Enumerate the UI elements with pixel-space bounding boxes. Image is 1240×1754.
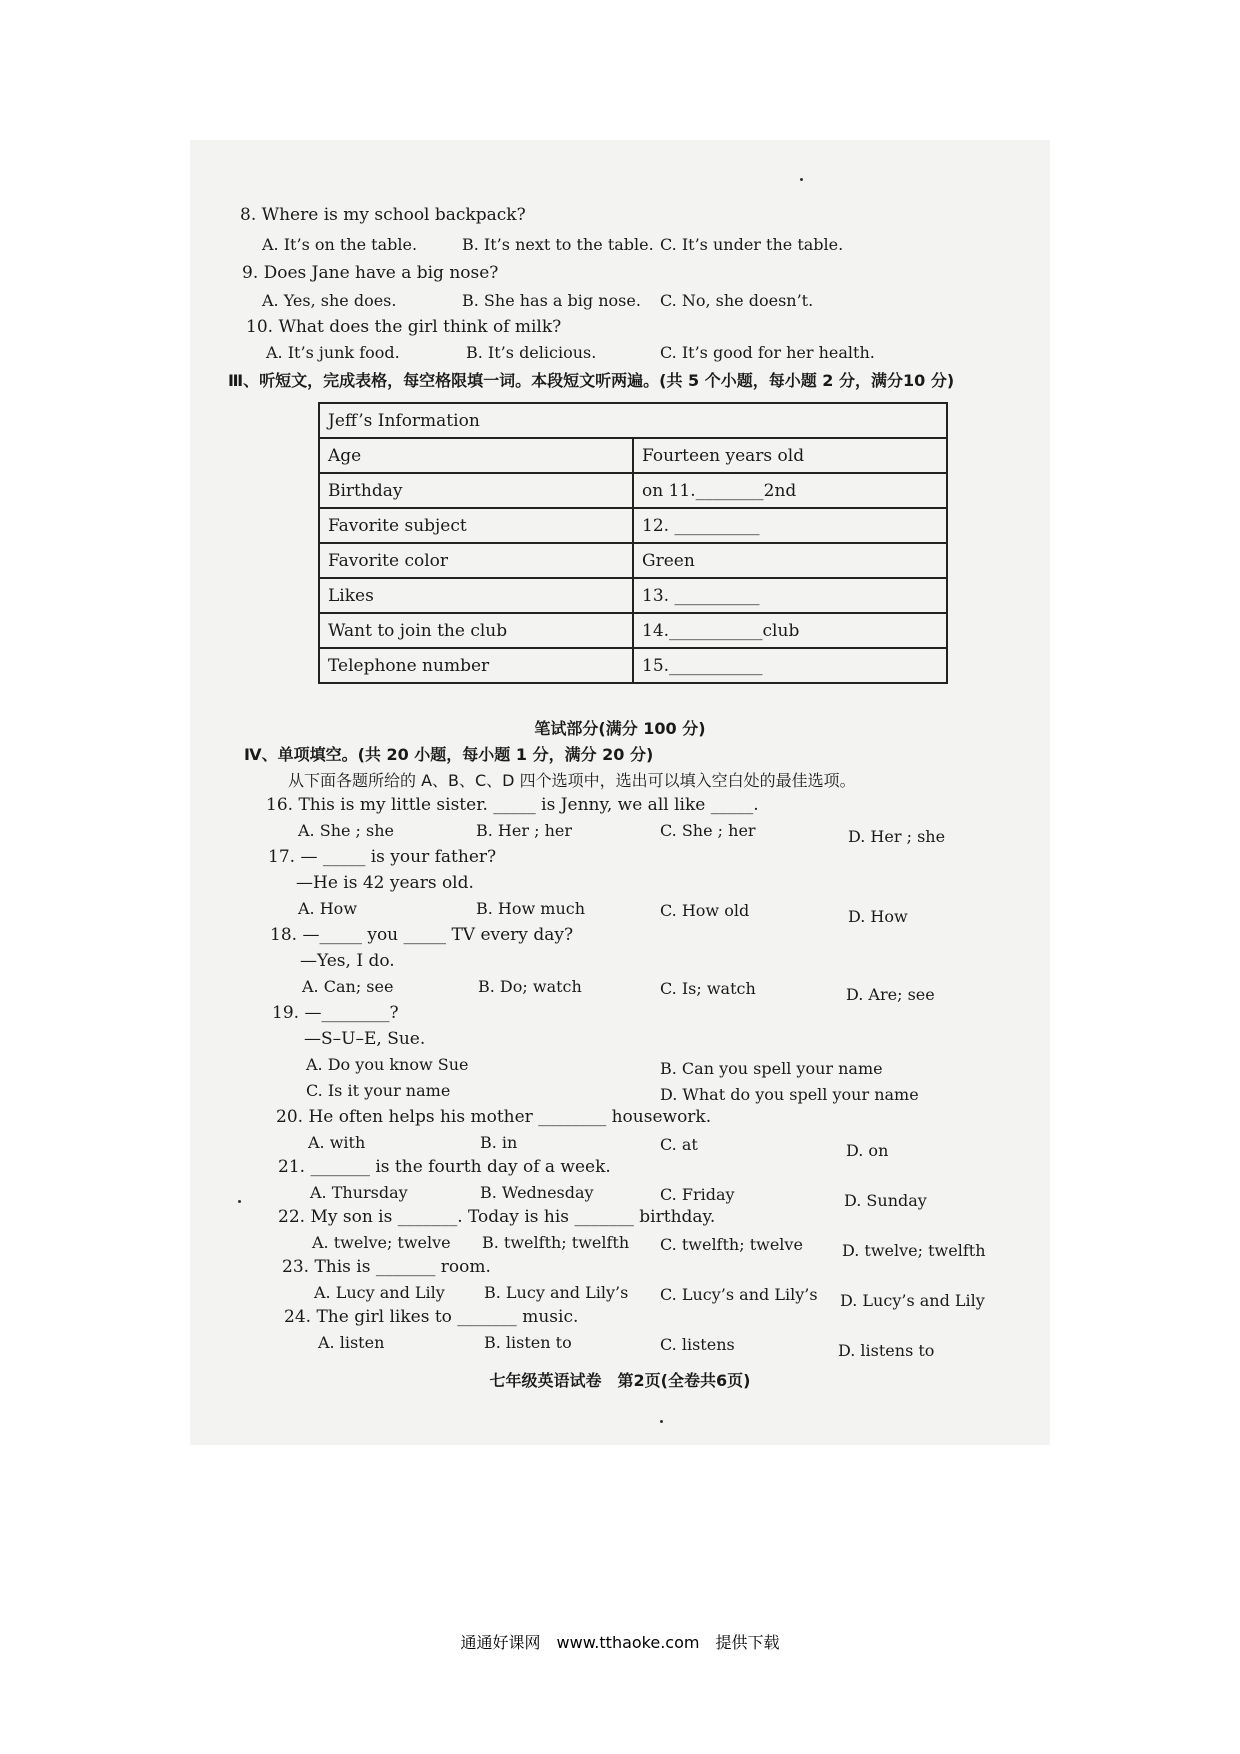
q19-option-d: D. What do you spell your name [660, 1085, 919, 1104]
question-20: 20. He often helps his mother ________ housework. [276, 1107, 712, 1127]
question-21: 21. _______ is the fourth day of a week. [278, 1157, 611, 1177]
q19-option-c: C. Is it your name [306, 1081, 451, 1100]
q24-option-a: A. listen [318, 1333, 385, 1352]
table-row: Birthday on 11.________2nd [319, 473, 947, 508]
site-footer: 通通好课网 www.tthaoke.com 提供下载 [460, 1633, 780, 1652]
q19-option-a: A. Do you know Sue [306, 1055, 469, 1074]
question-17: 17. — _____ is your father? [268, 847, 497, 867]
q8-option-b: B. It’s next to the table. [462, 235, 654, 254]
q21-option-a: A. Thursday [310, 1183, 408, 1202]
q22-option-a: A. twelve; twelve [312, 1233, 451, 1252]
q18-option-c: C. Is; watch [660, 979, 756, 998]
question-18: 18. —_____ you _____ TV every day? [270, 925, 574, 945]
q16-option-c: C. She ; her [660, 821, 756, 840]
q24-option-b: B. listen to [484, 1333, 572, 1352]
table-row: Want to join the club 14.___________club [319, 613, 947, 648]
question-24: 24. The girl likes to _______ music. [284, 1307, 579, 1327]
q10-option-c: C. It’s good for her health. [660, 343, 875, 362]
question-19-reply: —S–U–E, Sue. [304, 1029, 426, 1049]
q19-option-b: B. Can you spell your name [660, 1059, 883, 1078]
q23-option-a: A. Lucy and Lily [314, 1283, 445, 1302]
question-18-reply: —Yes, I do. [300, 951, 395, 971]
exam-page-footer: 七年级英语试卷 第2页(全卷共6页) [489, 1371, 751, 1390]
q17-option-b: B. How much [476, 899, 586, 918]
q24-option-c: C. listens [660, 1335, 735, 1354]
q23-option-d: D. Lucy’s and Lily [840, 1291, 985, 1310]
question-17-reply: —He is 42 years old. [296, 873, 474, 893]
q20-option-a: A. with [308, 1133, 366, 1152]
written-part-title: 笔试部分(满分 100 分) [534, 719, 706, 738]
q21-option-d: D. Sunday [844, 1191, 927, 1210]
q16-option-a: A. She ; she [298, 821, 395, 840]
q23-option-b: B. Lucy and Lily’s [484, 1283, 629, 1302]
question-9: 9. Does Jane have a big nose? [242, 263, 499, 283]
q10-option-b: B. It’s delicious. [466, 343, 597, 362]
scan-speck [800, 178, 803, 181]
q21-option-b: B. Wednesday [480, 1183, 594, 1202]
q20-option-c: C. at [660, 1135, 698, 1154]
question-8: 8. Where is my school backpack? [240, 205, 526, 225]
question-10: 10. What does the girl think of milk? [246, 317, 562, 337]
table-row: Telephone number 15.___________ [319, 648, 947, 683]
q24-option-d: D. listens to [838, 1341, 935, 1360]
q17-option-a: A. How [298, 899, 358, 918]
table-row: Age Fourteen years old [319, 438, 947, 473]
table-row: Favorite subject 12. __________ [319, 508, 947, 543]
table-row: Likes 13. __________ [319, 578, 947, 613]
q17-option-c: C. How old [660, 901, 750, 920]
section-3-title: Ⅲ、听短文，完成表格，每空格限填一词。本段短文听两遍。(共 5 个小题，每小题 2 分，满分10 分) [228, 371, 955, 390]
section-4-instructions: 从下面各题所给的 A、B、C、D 四个选项中，选出可以填入空白处的最佳选项。 [288, 771, 856, 790]
q9-option-a: A. Yes, she does. [262, 291, 397, 310]
q22-option-d: D. twelve; twelfth [842, 1241, 986, 1260]
jeff-info-table [318, 402, 948, 684]
q9-option-c: C. No, she doesn’t. [660, 291, 814, 310]
q17-option-d: D. How [848, 907, 908, 926]
q8-option-c: C. It’s under the table. [660, 235, 844, 254]
question-22: 22. My son is _______. Today is his _______ birthday. [278, 1207, 716, 1227]
table-header: Jeff’s Information [319, 403, 947, 438]
q20-option-b: B. in [480, 1133, 518, 1152]
scan-speck [660, 1420, 663, 1423]
q8-option-a: A. It’s on the table. [262, 235, 418, 254]
section-4-title: Ⅳ、单项填空。(共 20 小题，每小题 1 分，满分 20 分) [244, 745, 654, 764]
q23-option-c: C. Lucy’s and Lily’s [660, 1285, 818, 1304]
q18-option-a: A. Can; see [302, 977, 394, 996]
q22-option-c: C. twelfth; twelve [660, 1235, 803, 1254]
q16-option-b: B. Her ; her [476, 821, 572, 840]
question-23: 23. This is _______ room. [282, 1257, 491, 1277]
q22-option-b: B. twelfth; twelfth [482, 1233, 630, 1252]
q20-option-d: D. on [846, 1141, 889, 1160]
q9-option-b: B. She has a big nose. [462, 291, 641, 310]
q18-option-d: D. Are; see [846, 985, 935, 1004]
table-row: Favorite color Green [319, 543, 947, 578]
q10-option-a: A. It’s junk food. [266, 343, 400, 362]
q18-option-b: B. Do; watch [478, 977, 582, 996]
q16-option-d: D. Her ; she [848, 827, 946, 846]
question-16: 16. This is my little sister. _____ is Jenny, we all like _____. [266, 795, 759, 815]
question-19: 19. —________? [272, 1003, 399, 1023]
q21-option-c: C. Friday [660, 1185, 735, 1204]
scan-speck [238, 1200, 241, 1203]
